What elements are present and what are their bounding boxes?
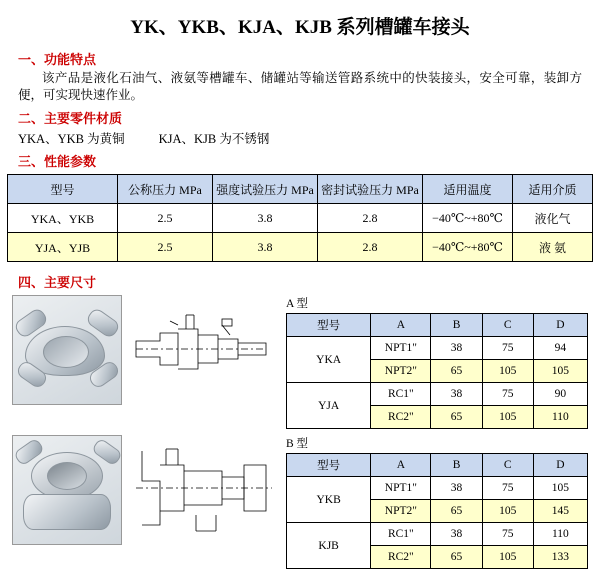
dim-table-b-block [286, 435, 588, 569]
table-header-row [8, 175, 593, 204]
performance-heading: 三、性能参数 [18, 154, 97, 169]
perf-cell-model: YKA、YKB [8, 204, 118, 233]
dim-a-cell: NPT2" [371, 360, 431, 383]
dimension-section [12, 295, 588, 569]
dim-b-cell: 133 [533, 546, 587, 569]
table-row [8, 204, 593, 233]
table-header-row [287, 454, 588, 477]
dimension-heading: 四、主要尺寸 [18, 275, 97, 290]
dim-b-header-cell: D [533, 454, 587, 477]
table-row [287, 337, 588, 360]
perf-cell: 2.8 [318, 233, 423, 262]
table-row [8, 233, 593, 262]
dim-b-cell-model: KJB [287, 523, 371, 569]
dim-b-cell: 38 [431, 477, 482, 500]
dim-a-cell: 65 [431, 360, 482, 383]
dim-b-cell: 65 [431, 546, 482, 569]
dim-a-header-cell: 型号 [287, 314, 371, 337]
drawing-b-svg [126, 435, 276, 543]
dim-b-cell: NPT2" [371, 500, 431, 523]
material-text-right: KJA、KJB 为不锈钢 [158, 132, 270, 146]
perf-cell: −40℃~+80℃ [423, 233, 513, 262]
dim-b-cell: NPT1" [371, 477, 431, 500]
table-row [287, 523, 588, 546]
dim-b-cell: 38 [431, 523, 482, 546]
dim-b-header-cell: C [482, 454, 533, 477]
dim-b-cell: 105 [482, 546, 533, 569]
dim-a-cell: 105 [533, 360, 587, 383]
perf-cell-model: YJA、YJB [8, 233, 118, 262]
dim-a-header-cell: C [482, 314, 533, 337]
dim-b-cell: 65 [431, 500, 482, 523]
dim-b-cell: 75 [482, 523, 533, 546]
dim-b-cell: 110 [533, 523, 587, 546]
product-photo-a [12, 295, 122, 405]
perf-cell: 3.8 [213, 233, 318, 262]
perf-cell: 3.8 [213, 204, 318, 233]
perf-header-cell: 适用温度 [423, 175, 513, 204]
dim-a-cell: RC2" [371, 406, 431, 429]
dim-a-cell: 105 [482, 406, 533, 429]
table-row [287, 383, 588, 406]
dim-a-cell-model: YJA [287, 383, 371, 429]
dim-b-cell: 145 [533, 500, 587, 523]
material-text-left: YKA、YKB 为黄铜 [18, 132, 125, 146]
perf-header-cell: 型号 [8, 175, 118, 204]
dim-table-a [286, 313, 588, 429]
dim-b-cell: RC2" [371, 546, 431, 569]
features-heading: 一、功能特点 [18, 52, 97, 67]
dim-a-cell-model: YKA [287, 337, 371, 383]
table-header-row [287, 314, 588, 337]
dim-b-header-cell: 型号 [287, 454, 371, 477]
dim-table-a-block [286, 295, 588, 429]
dim-b-cell: RC1" [371, 523, 431, 546]
dim-a-cell: 105 [482, 360, 533, 383]
dim-a-cell: 38 [431, 337, 482, 360]
dim-b-header-cell: A [371, 454, 431, 477]
dim-table-b [286, 453, 588, 569]
dim-a-cell: 38 [431, 383, 482, 406]
perf-cell: 2.5 [118, 204, 213, 233]
dim-table-b-label: B 型 [286, 438, 309, 450]
dim-a-cell: 75 [482, 337, 533, 360]
dimension-row-a [12, 295, 588, 429]
dim-a-header-cell: D [533, 314, 587, 337]
dim-a-cell: RC1" [371, 383, 431, 406]
perf-cell: −40℃~+80℃ [423, 204, 513, 233]
perf-cell: 液 氨 [513, 233, 593, 262]
product-photo-b [12, 435, 122, 545]
dimension-row-b [12, 435, 588, 569]
dim-a-cell: 110 [533, 406, 587, 429]
dim-a-cell: 75 [482, 383, 533, 406]
performance-table [7, 174, 593, 262]
dim-b-cell: 75 [482, 477, 533, 500]
perf-header-cell: 密封试验压力 MPa [318, 175, 423, 204]
perf-header-cell: 适用介质 [513, 175, 593, 204]
dim-b-header-cell: B [431, 454, 482, 477]
technical-drawing-a [126, 295, 276, 403]
perf-header-cell: 公称压力 MPa [118, 175, 213, 204]
perf-cell: 液化气 [513, 204, 593, 233]
dim-a-header-cell: B [431, 314, 482, 337]
perf-cell: 2.5 [118, 233, 213, 262]
dim-a-header-cell: A [371, 314, 431, 337]
table-row [287, 477, 588, 500]
material-heading: 二、主要零件材质 [18, 111, 123, 126]
dim-a-cell: NPT1" [371, 337, 431, 360]
material-text [18, 129, 600, 147]
dim-a-cell: 90 [533, 383, 587, 406]
page-title: YK、YKB、KJA、KJB 系列槽罐车接头 [130, 17, 470, 38]
dim-b-cell: 105 [482, 500, 533, 523]
features-text: 该产品是液化石油气、液氨等槽罐车、储罐站等输送管路系统中的快装接头，安全可靠，装卸方便，可实现快速作业。 [18, 71, 582, 102]
dim-b-cell: 105 [533, 477, 587, 500]
dim-a-cell: 65 [431, 406, 482, 429]
dim-b-cell-model: YKB [287, 477, 371, 523]
dim-table-a-label: A 型 [286, 298, 309, 310]
perf-cell: 2.8 [318, 204, 423, 233]
drawing-a-svg [126, 295, 276, 403]
dim-a-cell: 94 [533, 337, 587, 360]
perf-header-cell: 强度试验压力 MPa [213, 175, 318, 204]
technical-drawing-b [126, 435, 276, 543]
